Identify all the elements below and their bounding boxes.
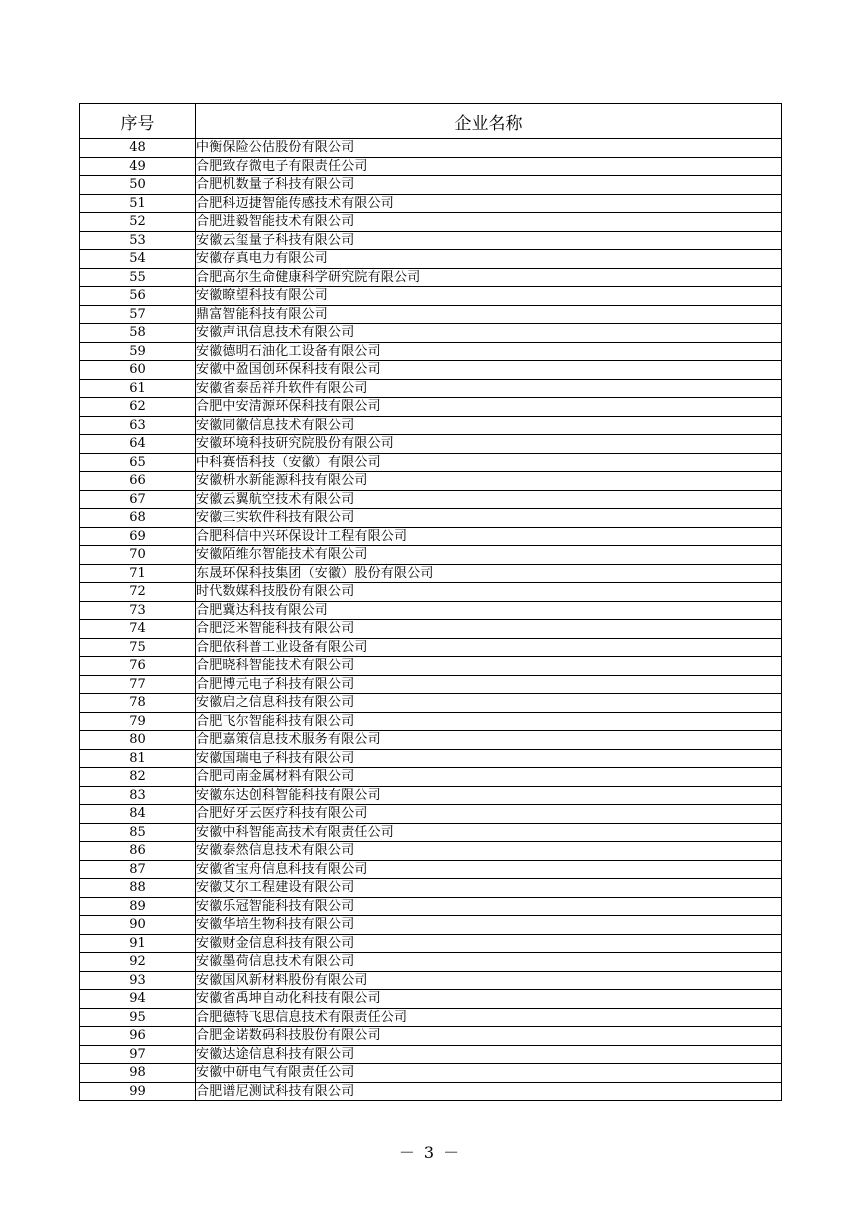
row-serial-number: 90 <box>80 916 196 935</box>
row-enterprise-name: 东晟环保科技集团（安徽）股份有限公司 <box>196 564 782 583</box>
row-serial-number: 96 <box>80 1027 196 1046</box>
row-serial-number: 84 <box>80 805 196 824</box>
table-row <box>80 490 782 509</box>
row-serial-number: 59 <box>80 342 196 361</box>
row-enterprise-name: 合肥依科普工业设备有限公司 <box>196 638 782 657</box>
row-serial-number: 66 <box>80 472 196 491</box>
row-enterprise-name: 合肥高尔生命健康科学研究院有限公司 <box>196 268 782 287</box>
row-enterprise-name: 安徽启之信息科技有限公司 <box>196 694 782 713</box>
table-row <box>80 287 782 306</box>
row-serial-number: 70 <box>80 546 196 565</box>
table-row <box>80 583 782 602</box>
row-enterprise-name: 合肥博元电子科技有限公司 <box>196 675 782 694</box>
row-serial-number: 48 <box>80 139 196 158</box>
row-serial-number: 77 <box>80 675 196 694</box>
table-header-row <box>80 104 782 139</box>
table-row <box>80 990 782 1009</box>
header-enterprise-name: 企业名称 <box>196 104 782 139</box>
row-serial-number: 69 <box>80 527 196 546</box>
row-serial-number: 81 <box>80 749 196 768</box>
row-serial-number: 93 <box>80 971 196 990</box>
row-serial-number: 64 <box>80 435 196 454</box>
table-row <box>80 916 782 935</box>
row-enterprise-name: 安徽瞭望科技有限公司 <box>196 287 782 306</box>
table-row <box>80 1064 782 1083</box>
row-enterprise-name: 安徽中科智能高技术有限责任公司 <box>196 823 782 842</box>
row-enterprise-name: 时代数媒科技股份有限公司 <box>196 583 782 602</box>
row-enterprise-name: 安徽达途信息科技有限公司 <box>196 1045 782 1064</box>
table-row <box>80 213 782 232</box>
row-enterprise-name: 安徽华培生物科技有限公司 <box>196 916 782 935</box>
table-row <box>80 934 782 953</box>
row-enterprise-name: 中衡保险公估股份有限公司 <box>196 139 782 158</box>
row-enterprise-name: 安徽国瑞电子科技有限公司 <box>196 749 782 768</box>
row-enterprise-name: 安徽云翼航空技术有限公司 <box>196 490 782 509</box>
row-serial-number: 95 <box>80 1008 196 1027</box>
row-enterprise-name: 安徽泰然信息技术有限公司 <box>196 842 782 861</box>
table-row <box>80 971 782 990</box>
row-serial-number: 56 <box>80 287 196 306</box>
table-row <box>80 435 782 454</box>
table-row <box>80 250 782 269</box>
row-enterprise-name: 鼎富智能科技有限公司 <box>196 305 782 324</box>
row-enterprise-name: 安徽存真电力有限公司 <box>196 250 782 269</box>
row-enterprise-name: 安徽艾尔工程建设有限公司 <box>196 879 782 898</box>
row-serial-number: 68 <box>80 509 196 528</box>
table-body <box>80 139 782 1101</box>
table-row <box>80 712 782 731</box>
table-row <box>80 139 782 158</box>
row-serial-number: 85 <box>80 823 196 842</box>
table-row <box>80 398 782 417</box>
table-row <box>80 805 782 824</box>
row-enterprise-name: 合肥飞尔智能科技有限公司 <box>196 712 782 731</box>
table-row <box>80 657 782 676</box>
row-serial-number: 50 <box>80 176 196 195</box>
table-row <box>80 324 782 343</box>
row-enterprise-name: 安徽东达创科智能科技有限公司 <box>196 786 782 805</box>
table-row <box>80 379 782 398</box>
table-row <box>80 305 782 324</box>
row-serial-number: 49 <box>80 157 196 176</box>
row-serial-number: 89 <box>80 897 196 916</box>
row-serial-number: 61 <box>80 379 196 398</box>
row-enterprise-name: 合肥谱尼测试科技有限公司 <box>196 1082 782 1101</box>
table-row <box>80 768 782 787</box>
table-row <box>80 675 782 694</box>
row-serial-number: 82 <box>80 768 196 787</box>
row-enterprise-name: 合肥德特飞思信息技术有限责任公司 <box>196 1008 782 1027</box>
row-enterprise-name: 安徽省泰岳祥升软件有限公司 <box>196 379 782 398</box>
row-serial-number: 80 <box>80 731 196 750</box>
row-enterprise-name: 合肥致存微电子有限责任公司 <box>196 157 782 176</box>
row-serial-number: 67 <box>80 490 196 509</box>
header-serial-number: 序号 <box>80 104 196 139</box>
row-enterprise-name: 合肥冀达科技有限公司 <box>196 601 782 620</box>
table-row <box>80 342 782 361</box>
table-row <box>80 897 782 916</box>
table-row <box>80 620 782 639</box>
row-serial-number: 57 <box>80 305 196 324</box>
table-row <box>80 361 782 380</box>
table-row <box>80 731 782 750</box>
table-row <box>80 1045 782 1064</box>
table-row <box>80 194 782 213</box>
row-enterprise-name: 安徽三实软件科技有限公司 <box>196 509 782 528</box>
table-row <box>80 546 782 565</box>
row-serial-number: 92 <box>80 953 196 972</box>
row-enterprise-name: 合肥机数量子科技有限公司 <box>196 176 782 195</box>
table-row <box>80 694 782 713</box>
table-row <box>80 231 782 250</box>
row-serial-number: 78 <box>80 694 196 713</box>
row-enterprise-name: 安徽墨荷信息技术有限公司 <box>196 953 782 972</box>
row-serial-number: 60 <box>80 361 196 380</box>
table-row <box>80 601 782 620</box>
table-row <box>80 268 782 287</box>
table-row <box>80 823 782 842</box>
row-enterprise-name: 安徽枡水新能源科技有限公司 <box>196 472 782 491</box>
table-row <box>80 564 782 583</box>
row-serial-number: 88 <box>80 879 196 898</box>
row-enterprise-name: 安徽同徽信息技术有限公司 <box>196 416 782 435</box>
row-serial-number: 73 <box>80 601 196 620</box>
row-enterprise-name: 合肥好牙云医疗科技有限公司 <box>196 805 782 824</box>
table-row <box>80 953 782 972</box>
row-enterprise-name: 安徽省禹坤自动化科技有限公司 <box>196 990 782 1009</box>
row-enterprise-name: 安徽云玺量子科技有限公司 <box>196 231 782 250</box>
row-serial-number: 86 <box>80 842 196 861</box>
row-enterprise-name: 合肥晓科智能技术有限公司 <box>196 657 782 676</box>
row-serial-number: 63 <box>80 416 196 435</box>
row-enterprise-name: 安徽德明石油化工设备有限公司 <box>196 342 782 361</box>
table-row <box>80 1082 782 1101</box>
table-row <box>80 157 782 176</box>
table-row <box>80 860 782 879</box>
row-serial-number: 58 <box>80 324 196 343</box>
row-enterprise-name: 安徽中盈国创环保科技有限公司 <box>196 361 782 380</box>
table-row <box>80 638 782 657</box>
row-enterprise-name: 安徽声讯信息技术有限公司 <box>196 324 782 343</box>
row-serial-number: 75 <box>80 638 196 657</box>
table-row <box>80 1027 782 1046</box>
row-serial-number: 52 <box>80 213 196 232</box>
row-serial-number: 72 <box>80 583 196 602</box>
row-enterprise-name: 合肥金诺数码科技股份有限公司 <box>196 1027 782 1046</box>
row-enterprise-name: 安徽财金信息科技有限公司 <box>196 934 782 953</box>
row-enterprise-name: 安徽乐冠智能科技有限公司 <box>196 897 782 916</box>
row-enterprise-name: 合肥进毅智能技术有限公司 <box>196 213 782 232</box>
row-enterprise-name: 合肥司南金属材料有限公司 <box>196 768 782 787</box>
row-enterprise-name: 中科赛悟科技（安徽）有限公司 <box>196 453 782 472</box>
row-serial-number: 53 <box>80 231 196 250</box>
row-serial-number: 74 <box>80 620 196 639</box>
row-serial-number: 94 <box>80 990 196 1009</box>
row-enterprise-name: 合肥科信中兴环保设计工程有限公司 <box>196 527 782 546</box>
row-serial-number: 76 <box>80 657 196 676</box>
row-serial-number: 91 <box>80 934 196 953</box>
row-serial-number: 62 <box>80 398 196 417</box>
table-row <box>80 472 782 491</box>
row-enterprise-name: 合肥科迈捷智能传感技术有限公司 <box>196 194 782 213</box>
row-serial-number: 98 <box>80 1064 196 1083</box>
row-enterprise-name: 安徽中研电气有限责任公司 <box>196 1064 782 1083</box>
row-enterprise-name: 合肥泛米智能科技有限公司 <box>196 620 782 639</box>
table-row <box>80 749 782 768</box>
table-row <box>80 879 782 898</box>
row-enterprise-name: 安徽省宝舟信息科技有限公司 <box>196 860 782 879</box>
row-serial-number: 55 <box>80 268 196 287</box>
table-row <box>80 176 782 195</box>
table-row <box>80 527 782 546</box>
row-enterprise-name: 安徽环境科技研究院股份有限公司 <box>196 435 782 454</box>
table-row <box>80 509 782 528</box>
table-row <box>80 1008 782 1027</box>
row-enterprise-name: 合肥嘉策信息技术服务有限公司 <box>196 731 782 750</box>
table-row <box>80 453 782 472</box>
row-serial-number: 97 <box>80 1045 196 1064</box>
row-serial-number: 87 <box>80 860 196 879</box>
row-serial-number: 54 <box>80 250 196 269</box>
row-serial-number: 83 <box>80 786 196 805</box>
page-number: － 3 － <box>398 1143 462 1162</box>
row-serial-number: 71 <box>80 564 196 583</box>
row-serial-number: 51 <box>80 194 196 213</box>
row-serial-number: 99 <box>80 1082 196 1101</box>
table-row <box>80 786 782 805</box>
row-serial-number: 65 <box>80 453 196 472</box>
row-enterprise-name: 合肥中安清源环保科技有限公司 <box>196 398 782 417</box>
row-serial-number: 79 <box>80 712 196 731</box>
table-row <box>80 416 782 435</box>
enterprise-list-table <box>79 103 782 1101</box>
row-enterprise-name: 安徽国风新材料股份有限公司 <box>196 971 782 990</box>
table-row <box>80 842 782 861</box>
row-enterprise-name: 安徽陌维尔智能技术有限公司 <box>196 546 782 565</box>
